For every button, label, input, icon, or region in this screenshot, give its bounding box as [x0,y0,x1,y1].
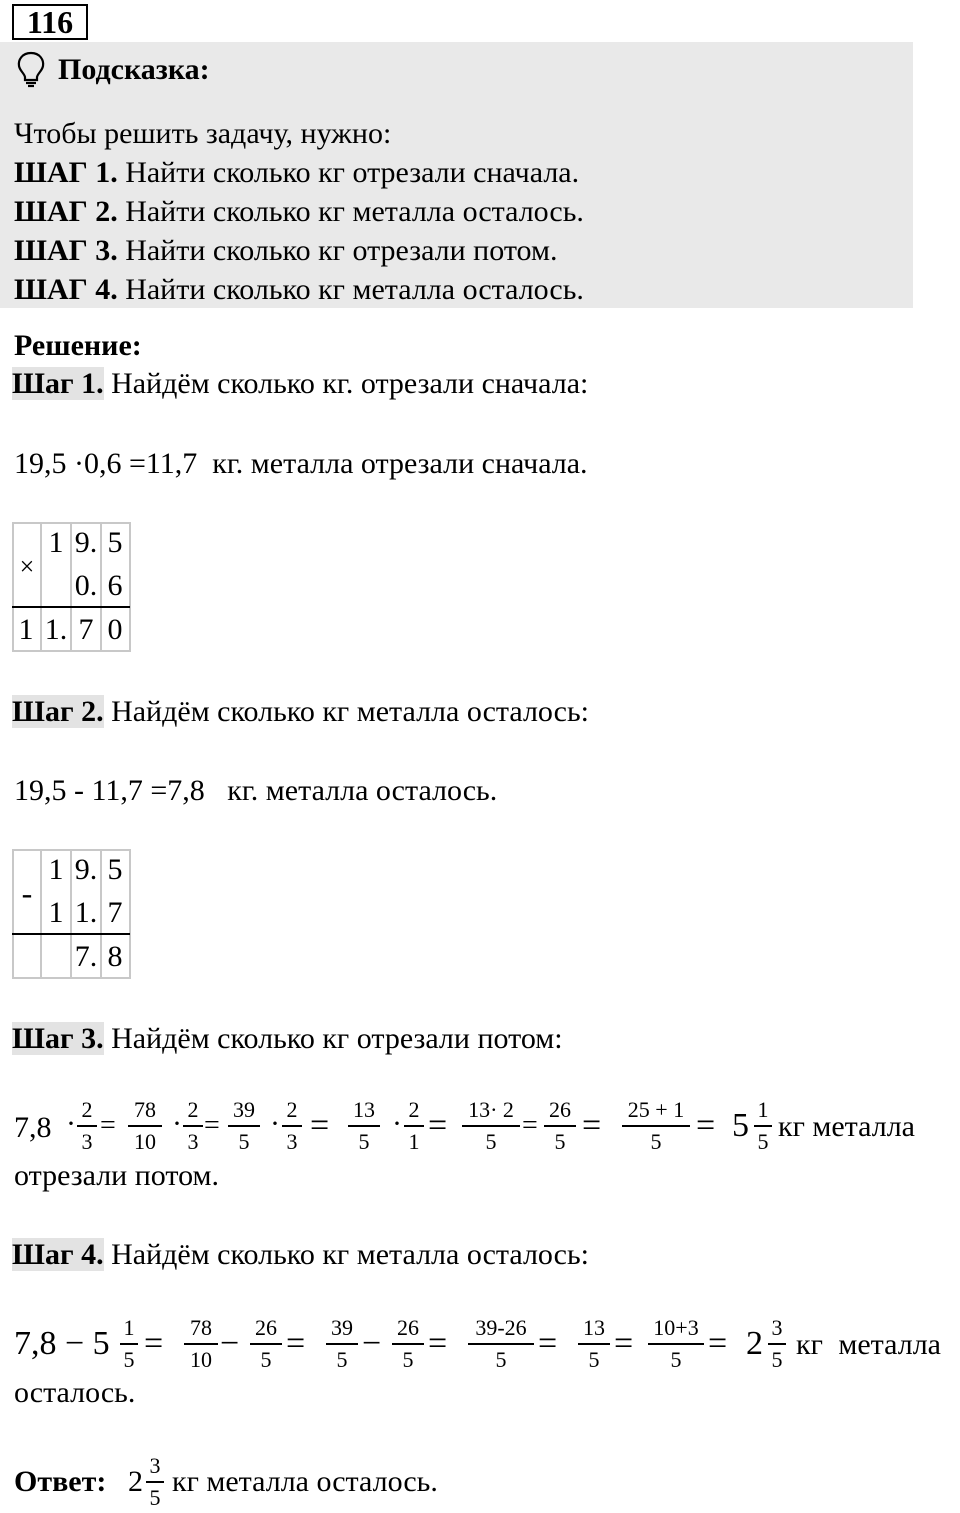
digit: 1 [48,526,64,559]
hint-step-label: ШАГ 4. [14,273,118,306]
equals-sign: = [100,1110,116,1141]
minus-icon: - [21,875,33,911]
hint-step-3 [14,233,557,269]
mixed-whole: 2 [746,1325,763,1362]
solution-title: Решение: [14,329,142,362]
digit: 0 [107,613,123,646]
fraction: 26 5 [392,1316,424,1372]
answer-text: кг металла осталось. [172,1465,438,1498]
digit: 7. [74,940,98,973]
equals-sign: = [522,1110,538,1141]
hint-step-2 [14,194,584,230]
digit: 1 [18,613,34,646]
digit: 1. [74,896,98,929]
minus-sign: − [362,1325,382,1362]
fraction: 1 5 [754,1098,772,1154]
digit: 0. [74,569,98,602]
dot-op: · [172,1107,182,1140]
step3-tail-2: отрезали потом. [14,1159,220,1192]
fraction: 13 5 [348,1098,380,1154]
hint-step-text: Найти сколько кг металла осталось. [125,273,584,306]
step-text: Найдём сколько кг металла осталось: [111,1238,590,1271]
step4-lead: 7,8 − 5 [14,1325,110,1362]
digit: 6 [107,569,123,602]
step-text: Найдём сколько кг. отрезали сначала: [111,367,589,400]
step-label: Шаг 2. [12,695,104,728]
hint-step-label: ШАГ 3. [14,234,118,267]
fraction: 25 + 1 5 [622,1098,690,1154]
fraction: 39 5 [228,1098,260,1154]
fraction: 2 3 [282,1098,302,1154]
hint-step-label: ШАГ 2. [14,195,118,228]
step1-equation [14,446,588,482]
equals-sign: = [696,1107,716,1144]
fraction: 10+3 5 [648,1316,704,1372]
fraction: 26 5 [544,1098,576,1154]
hint-step-1 [14,155,579,191]
dot-op: · [270,1107,280,1140]
fraction: 78 10 [184,1316,218,1372]
digit: 1. [44,613,68,646]
step-label: Шаг 3. [12,1022,104,1055]
digit: 5 [107,853,123,886]
equals-sign: = [204,1110,220,1141]
step3-lead: 7,8 [14,1111,52,1144]
step-text: Найдём сколько кг отрезали потом: [111,1022,563,1055]
step-label: Шаг 1. [12,367,104,400]
answer-fraction: 3 5 [146,1454,164,1510]
hint-intro: Чтобы решить задачу, нужно: [14,117,392,150]
dot-op: · [392,1107,402,1140]
equals-sign: = [144,1325,164,1362]
digit: 9. [74,526,98,559]
fraction: 1 5 [120,1316,138,1372]
hint-step-4 [14,272,584,308]
equation-tail: кг. металла отрезали сначала. [212,447,588,480]
task-number: 116 [12,4,88,40]
fraction: 3 5 [768,1316,786,1372]
equals-sign: = [310,1107,330,1144]
step2-heading [12,694,589,730]
equals-sign: = [428,1325,448,1362]
digit: 9. [74,853,98,886]
equals-sign: = [614,1325,634,1362]
step1-heading [12,366,588,402]
multiply-icon: × [19,552,35,581]
fraction: 2 1 [404,1098,424,1154]
step2-equation [14,773,497,809]
fraction: 2 3 [183,1098,203,1154]
digit: 7 [107,896,123,929]
step4-heading [12,1237,589,1273]
equals-sign: = [708,1325,728,1362]
digit: 8 [107,940,123,973]
hint-step-label: ШАГ 1. [14,156,118,189]
equals-sign: = [428,1107,448,1144]
fraction: 13 5 [578,1316,610,1372]
lightbulb-icon [14,50,48,88]
digit: 1 [48,853,64,886]
fraction: 78 10 [128,1098,162,1154]
step3-tail: кг металла [778,1110,915,1143]
step3-heading [12,1021,563,1057]
subtraction-column [12,849,132,979]
step-text: Найдём сколько кг металла осталось: [111,695,590,728]
answer-whole: 2 [128,1465,143,1498]
dot-op: · [66,1107,76,1140]
step4-tail: кг металла [796,1328,941,1361]
answer-label: Ответ: [14,1465,107,1498]
fraction: 39-26 5 [468,1316,534,1372]
multiplication-column [12,522,132,652]
step4-tail-2: осталось. [14,1376,136,1409]
equation: 19,5 - 11,7 =7,8 [14,774,205,807]
minus-sign: − [220,1325,240,1362]
hint-title: Подсказка: [58,53,210,86]
step-label: Шаг 4. [12,1238,104,1271]
fraction: 26 5 [250,1316,282,1372]
hint-step-text: Найти сколько кг отрезали потом. [125,234,558,267]
mixed-whole: 5 [732,1107,749,1144]
fraction: 2 3 [77,1098,97,1154]
equals-sign: = [582,1107,602,1144]
digit: 1 [48,896,64,929]
equals-sign: = [538,1325,558,1362]
hint-step-text: Найти сколько кг металла осталось. [125,195,584,228]
hint-step-text: Найти сколько кг отрезали сначала. [125,156,580,189]
equation: 19,5 ·0,6 =11,7 [14,447,198,480]
equation-tail: кг. металла осталось. [227,774,498,807]
fraction: 13· 2 5 [462,1098,520,1154]
digit: 7 [78,613,94,646]
fraction: 39 5 [326,1316,358,1372]
equals-sign: = [286,1325,306,1362]
digit: 5 [107,526,123,559]
